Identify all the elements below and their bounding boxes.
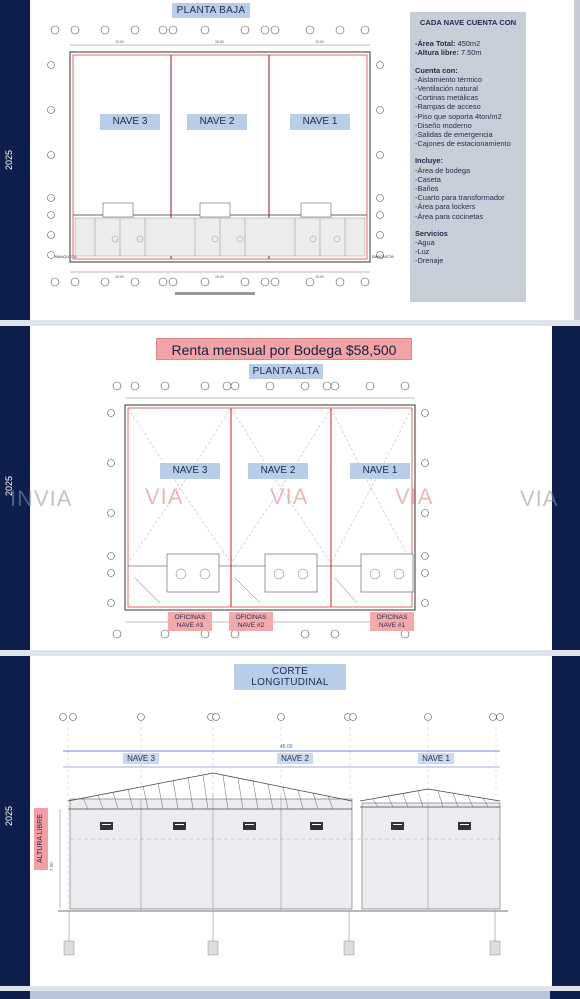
page-planta-alta [0,326,580,650]
svg-text:15.00: 15.00 [315,40,324,44]
watermark-logo: VIA [270,484,309,509]
svg-text:15.00: 15.00 [115,40,124,44]
upper-floor-plan [105,378,455,648]
plan-title: PLANTA BAJA [172,3,250,18]
height-dim: 7.50 [49,862,54,871]
list-item: -Área de bodega [415,165,471,175]
list-item: -Ventilación natural [415,84,478,94]
year-label: 2025 [4,805,14,827]
office-nave-3-label: OFICINAS NAVE #3 [168,612,212,631]
svg-text:15.00: 15.00 [215,275,224,279]
list-item: -Aislamiento térmico [415,74,482,84]
ground-floor-plan [45,20,395,320]
list-item: -Diseño moderno [415,120,472,130]
area-row: -Área Total: 450m2 [415,39,481,49]
nave-3-label: NAVE 3 [160,463,220,479]
nave-1-label: NAVE 1 [290,114,350,130]
list-item: -Agua [415,238,435,248]
nave-2-label: NAVE 2 [248,463,308,479]
longitudinal-section-drawing [48,711,548,971]
watermark-logo: VIA [395,484,434,509]
list-item: -Piso que soporta 4ton/m2 [415,111,502,121]
office-nave-1-label: OFICINAS NAVE #1 [370,612,414,631]
section-title: CORTE LONGITUDINAL [234,664,346,690]
list-item: -Cuarto para transformador [415,193,505,203]
page-corte-longitudinal [0,656,580,986]
height-row: -Altura libre: 7.50m [415,48,482,58]
nave-1-label: NAVE 1 [418,753,454,764]
list-item: -Cajones de estacionamiento [415,139,511,149]
list-item: -Área para cocinetas [415,211,484,221]
list-item: -Área para lockers [415,202,476,212]
rent-banner: Renta mensual por Bodega $58,500 [156,338,412,360]
svg-text:15.00: 15.00 [215,40,224,44]
year-label: 2025 [4,149,14,171]
total-length-dim: 45.00 [280,744,293,750]
nave-2-label: NAVE 2 [277,753,313,764]
servicios-section: Servicios -Agua -Luz -Drenaje [415,229,521,266]
list-item: -Rampas de acceso [415,102,481,112]
next-page-edge [0,991,580,999]
plan-title: PLANTA ALTA [249,364,323,379]
watermark-logo: VIA [145,484,184,509]
list-item: -Salidas de emergencia [415,130,493,140]
nave-3-label: NAVE 3 [123,753,159,764]
right-navy-bar [552,656,580,986]
page-planta-baja [0,0,580,320]
list-item: -Drenaje [415,256,444,266]
office-nave-2-label: OFICINAS NAVE #2 [229,612,273,631]
banqueta-left-label: BANQUETA [55,254,77,259]
altura-libre-label: ALTURA LIBRE [34,808,48,870]
svg-text:15.00: 15.00 [115,275,124,279]
list-item: -Cortinas metálicas [415,93,479,103]
year-label: 2025 [4,475,14,497]
nave-2-label: NAVE 2 [187,114,247,130]
list-item: -Luz [415,247,430,257]
watermark-logo: INVIA [10,486,73,511]
nave-3-label: NAVE 3 [100,114,160,130]
incluye-section: Incluye: -Área de bodega -Caseta -Baños -Cuarto para transformador -Área para lockers -Área para cocinetas [415,156,521,220]
nave-1-label: NAVE 1 [350,463,410,479]
cuenta-con-section: Cuenta con: -Aislamiento térmico -Ventilación natural -Cortinas metálicas -Rampas de acceso -Piso que soporta 4ton/m2 -Diseño moderno -Salidas de emergencia -Cajones de estacionamiento [415,66,521,149]
features-heading: CADA NAVE CUENTA CON [419,18,517,27]
list-item: -Baños [415,184,439,194]
svg-text:15.00: 15.00 [315,275,324,279]
right-navy-bar [574,0,580,320]
watermark-logo: VIA [520,486,559,511]
banqueta-right-label: BANQUETA [372,254,394,259]
list-item: -Caseta [415,174,441,184]
features-panel [410,12,526,302]
